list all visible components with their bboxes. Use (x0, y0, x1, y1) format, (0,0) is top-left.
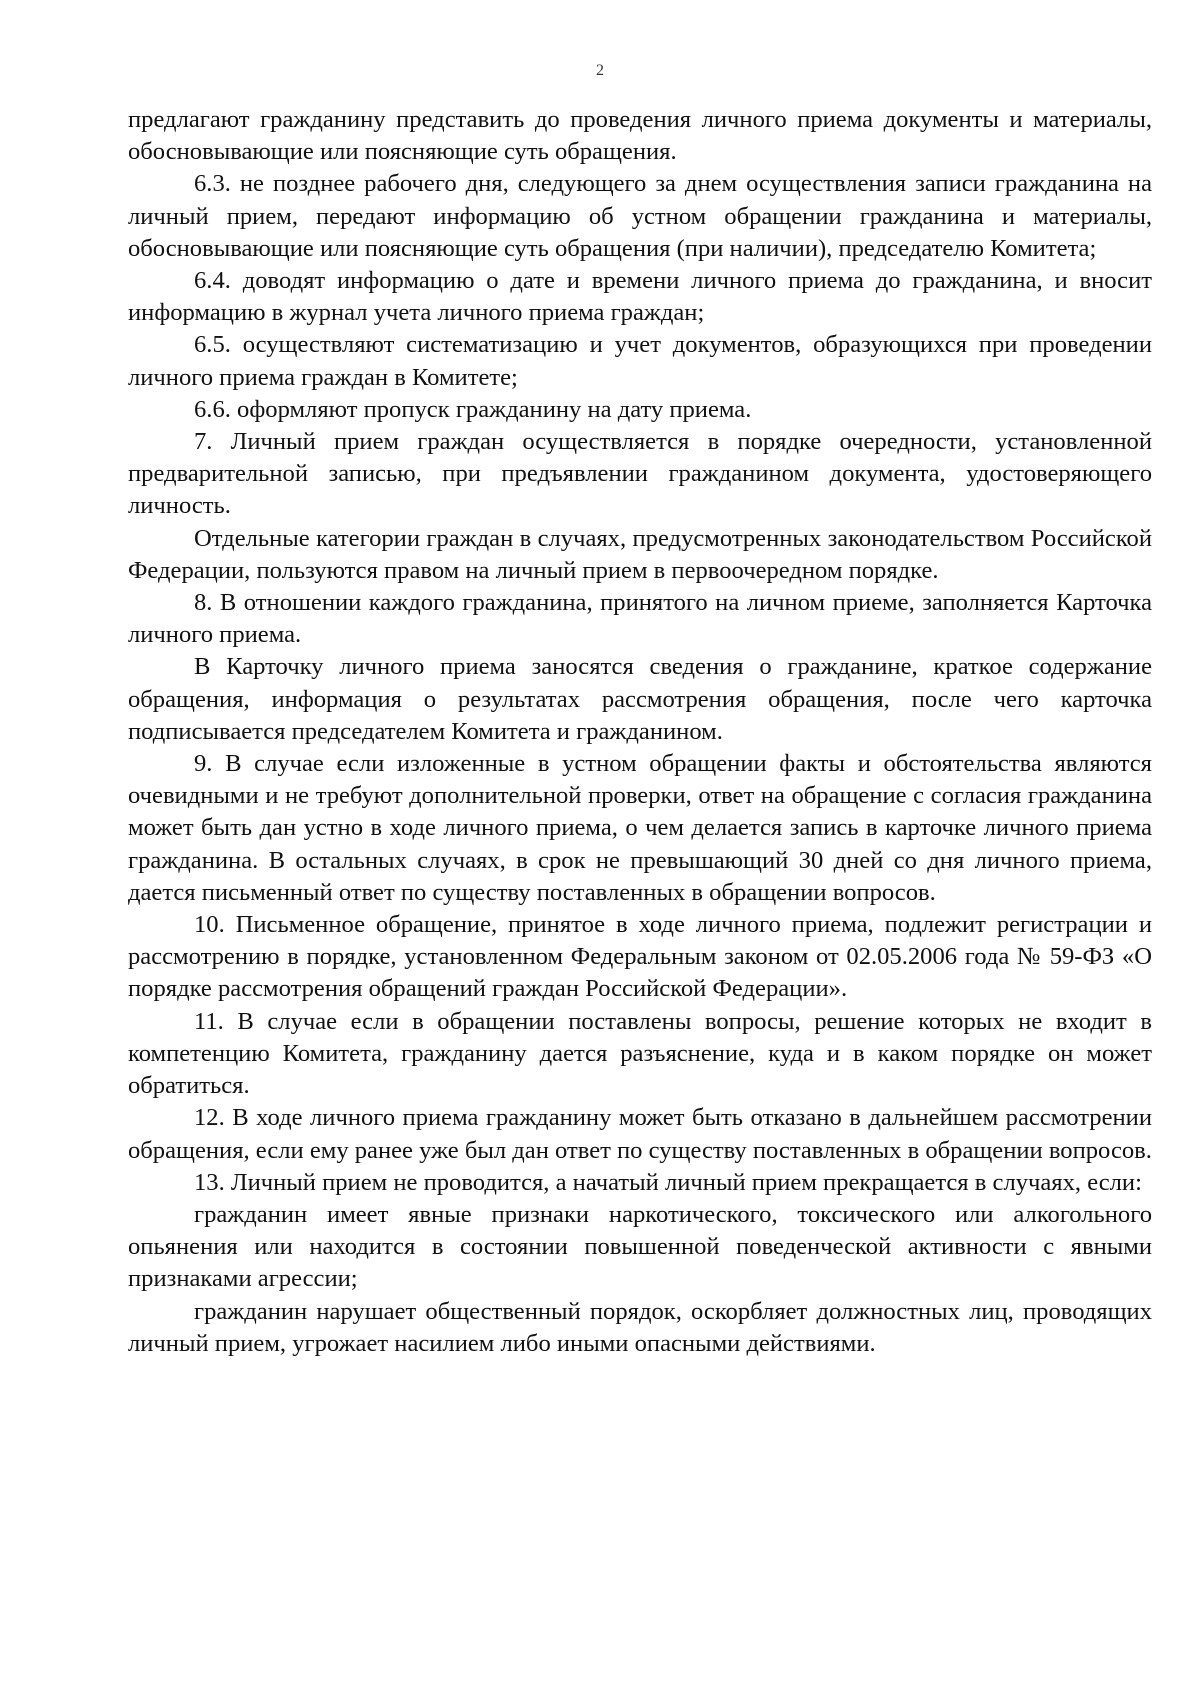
paragraph-12: 12. В ходе личного приема гражданину может быть отказано в дальнейшем рассмотрении обращения, если ему ранее уже был дан ответ по существу поставленных в обращении вопросов. (128, 1104, 1152, 1164)
paragraph-13-disorder: гражданин нарушает общественный порядок, оскорбляет должностных лиц, проводящих личный прием, угрожает насилием либо иными опасными действиями. (128, 1297, 1152, 1357)
paragraph-13: 13. Личный прием не проводится, а начатый личный прием прекращается в случаях, если: (194, 1168, 1142, 1196)
paragraph-13-intoxication: гражданин имеет явные признаки наркотического, токсического или алкогольного опьянения или находится в состоянии повышенной поведенческой активности с явными признаками агрессии; (128, 1200, 1152, 1293)
document-body (128, 104, 1152, 1360)
paragraph-6-6: 6.6. оформляют пропуск гражданину на дату приема. (194, 395, 752, 423)
paragraph-9: 9. В случае если изложенные в устном обращении факты и обстоятельства являются очевидными и не требуют дополнительной проверки, ответ на обращение с согласия гражданина может быть дан устно в ходе личного приема, о чем делается запись в карточке личного приема гражданина. В остальных случаях, в срок не превышающий 30 дней со дня личного приема, дается письменный ответ по существу поставленных в обращении вопросов. (128, 750, 1152, 906)
paragraph-continuation: предлагают гражданину представить до проведения личного приема документы и материалы, обосновывающие или поясняющие суть обращения. (128, 106, 1152, 166)
paragraph-11: 11. В случае если в обращении поставлены вопросы, решение которых не входит в компетенцию Комитета, гражданину дается разъяснение, куда и в каком порядке он может обратиться. (128, 1007, 1152, 1100)
paragraph-7: 7. Личный прием граждан осуществляется в порядке очередности, установленной предварительной записью, при предъявлении гражданином документа, удостоверяющего личность. (128, 428, 1152, 520)
page-number: 2 (596, 62, 604, 79)
paragraph-10: 10. Письменное обращение, принятое в ходе личного приема, подлежит регистрации и рассмотрению в порядке, установленном Федеральным законом от 02.05.2006 года № 59-ФЗ «О порядке рассмотрения обращений граждан Российской Федерации». (128, 911, 1152, 1003)
paragraph-7-categories: Отдельные категории граждан в случаях, предусмотренных законодательством Российской Федерации, пользуются правом на личный прием в первоочередном порядке. (128, 524, 1152, 584)
paragraph-8-card: В Карточку личного приема заносятся сведения о гражданине, краткое содержание обращения, информация о результатах рассмотрения обращения, после чего карточка подписывается председателем Комитета и гражданином. (128, 653, 1152, 745)
paragraph-8: 8. В отношении каждого гражданина, принятого на личном приеме, заполняется Карточка личного приема. (128, 589, 1152, 649)
paragraph-6-4: 6.4. доводят информацию о дате и времени личного приема до гражданина, и вносит информацию в журнал учета личного приема граждан; (128, 267, 1152, 327)
paragraph-6-3: 6.3. не позднее рабочего дня, следующего за днем осуществления записи гражданина на личный прием, передают информацию об устном обращении гражданина и материалы, обосновывающие или поясняющие суть обращения (при наличии), председателю Комитета; (128, 170, 1152, 262)
paragraph-6-5: 6.5. осуществляют систематизацию и учет документов, образующихся при проведении личного приема граждан в Комитете; (128, 331, 1152, 391)
